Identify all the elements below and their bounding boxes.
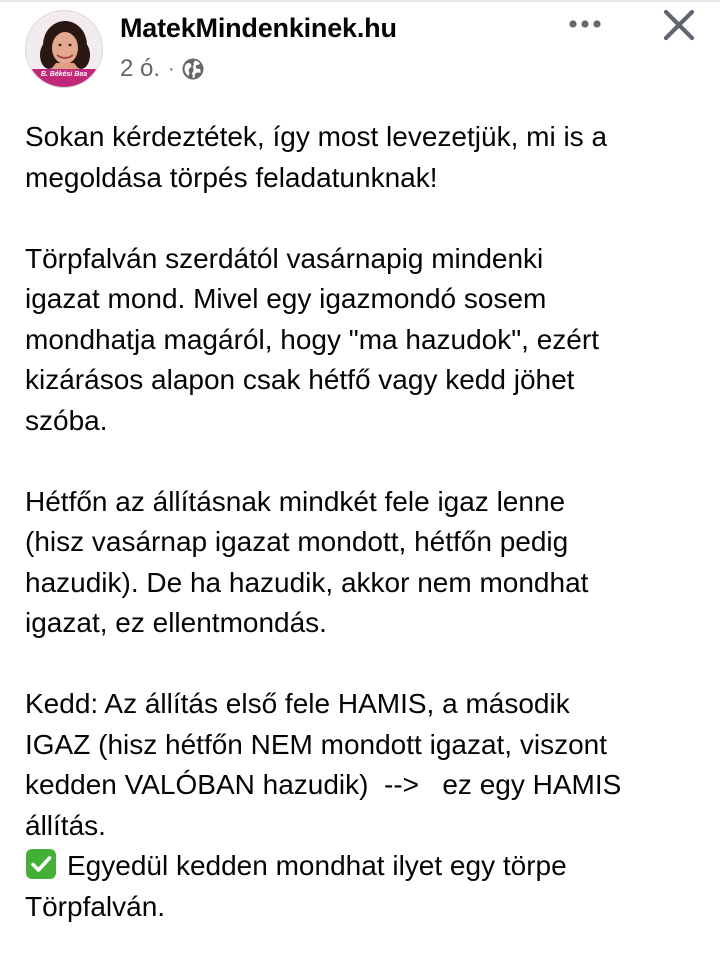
avatar-caption: B. Békési Bea — [40, 71, 88, 78]
more-options-icon[interactable] — [566, 12, 606, 36]
post-conclusion — [25, 846, 705, 927]
post-paragraph-truth-days: Törpfalván szerdától vasárnapig mindenki igazat mond. Mivel egy igazmondó sosem mondhatja magáról, hogy "ma hazudok", ezért kizárásos alapon csak hétfő vagy kedd jöhet szóba. — [25, 242, 599, 436]
post-paragraph-intro: Sokan kérdeztétek, így most levezetjük, mi is a megoldása törpés feladatunknak! — [25, 121, 608, 193]
page-name[interactable]: MatekMindenkinek.hu — [120, 13, 397, 43]
check-mark-icon — [25, 848, 57, 880]
close-icon[interactable] — [662, 8, 696, 42]
meta-separator: · — [168, 57, 175, 80]
post-body — [25, 117, 705, 927]
post-paragraph-tuesday: Kedd: Az állítás első fele HAMIS, a második IGAZ (hisz hétfőn NEM mondott igazat, viszont kedden VALÓBAN hazudik) --> ez egy HAMIS állítás. — [25, 688, 622, 841]
conclusion-text: Egyedül kedden mondhat ilyet egy törpe Törpfalván. — [25, 850, 567, 922]
avatar[interactable] — [25, 10, 103, 88]
post-meta — [120, 54, 205, 84]
globe-icon — [181, 57, 205, 81]
post-paragraph-monday: Hétfőn az állításnak mindkét fele igaz lenne (hisz vasárnap igazat mondott, hétfőn pedig hazudik). De ha hazudik, akkor nem mondhat igazat, ez ellentmondás. — [25, 485, 589, 638]
post-header — [0, 0, 720, 100]
post-time[interactable]: 2 ó. — [120, 55, 161, 82]
